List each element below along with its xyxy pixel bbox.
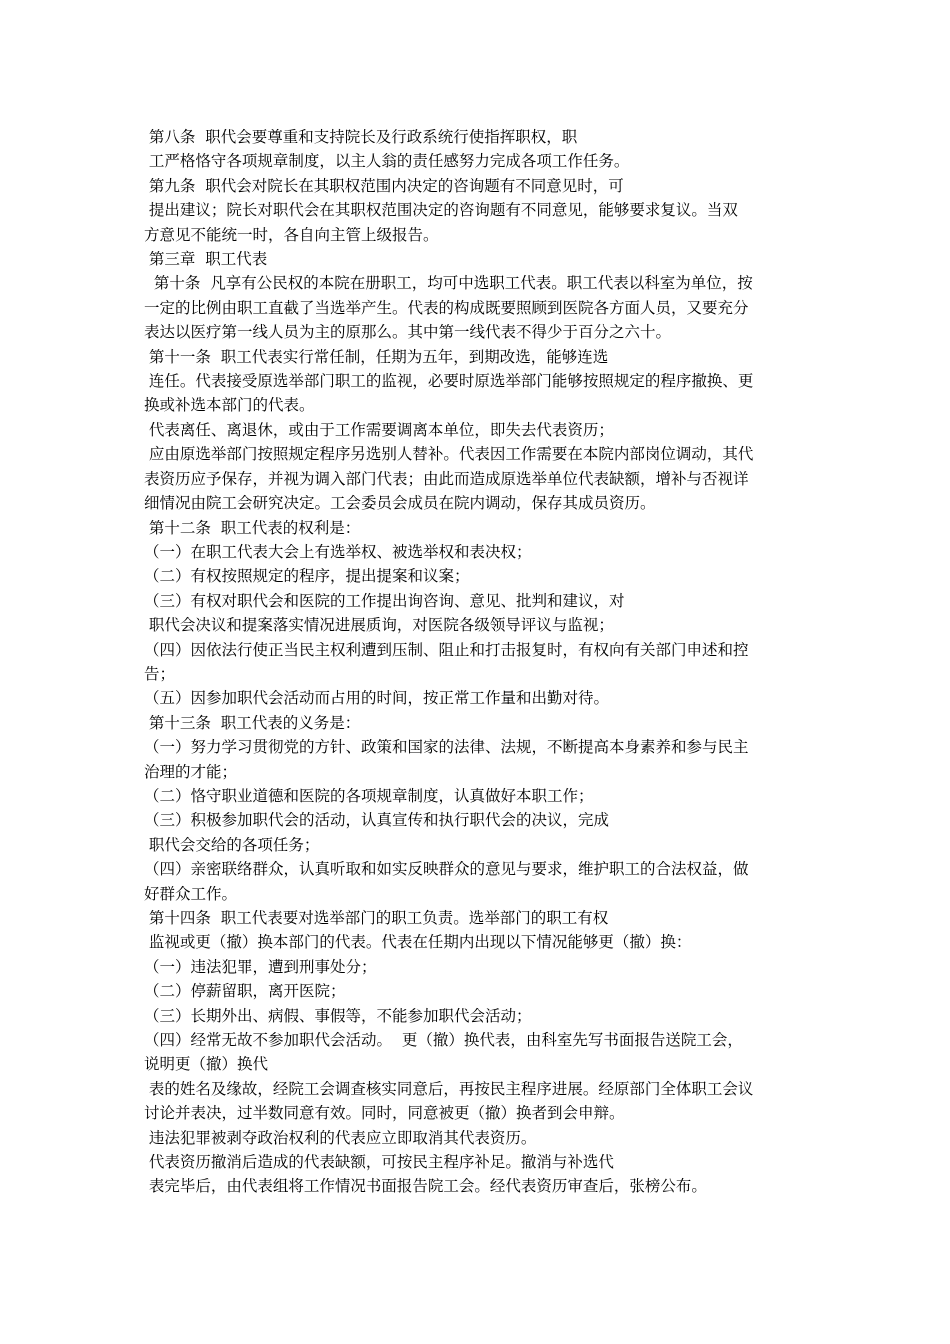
list-item: （一）违法犯罪，遭到刑事处分； (144, 957, 377, 976)
list-item: （三）长期外出、病假、事假等，不能参加职代会活动； (144, 1006, 532, 1025)
document-body (144, 125, 809, 1199)
text-line: 方意见不能统一时，各自向主管上级报告。 (144, 225, 439, 244)
list-item: （五）因参加职代会活动而占用的时间，按正常工作量和出勤对待。 (144, 689, 610, 708)
text-line: 讨论并表决，过半数同意有效。同时，同意被更（撤）换者到会申辩。 (144, 1104, 625, 1123)
text-line: 第十一条 职工代表实行常任制，任期为五年，到期改选，能够连选 (144, 347, 609, 366)
text-line: 连任。代表接受原选举部门职工的监视，必要时原选举部门能够按照规定的程序撤换、更 (144, 372, 754, 391)
text-line: 代表离任、离退休，或由于工作需要调离本单位，即失去代表资历； (144, 420, 614, 439)
list-item: （二）有权按照规定的程序，提出提案和议案； (144, 567, 470, 586)
text-line: 说明更（撤）换代 (144, 1055, 269, 1074)
text-line: 表的姓名及缘故，经院工会调查核实同意后，再按民主程序进展。经原部门全体职工会议 (144, 1079, 754, 1098)
list-item: （二）恪守职业道德和医院的各项规章制度，认真做好本职工作； (144, 786, 594, 805)
list-item: （一）在职工代表大会上有选举权、被选举权和表决权； (144, 542, 532, 561)
text-line: 换或补选本部门的代表。 (144, 396, 315, 415)
text-line: 代表资历撤消后造成的代表缺额，可按民主程序补足。撤消与补选代 (144, 1153, 614, 1172)
list-item: （三）积极参加职代会的活动，认真宣传和执行职代会的决议，完成 (144, 811, 610, 830)
text-line: 表资历应予保存，并视为调入部门代表；由此而造成原选举单位代表缺额，增补与否视详 (144, 469, 749, 488)
text-line: 治理的才能； (144, 762, 238, 781)
list-item: （四）经常无故不参加职代会活动。 更（撤）换代表，由科室先写书面报告送院工会， (144, 1031, 743, 1050)
text-line: 告； (144, 664, 176, 683)
list-item: （四）因依法行使正当民主权利遭到压制、阻止和打击报复时，有权向有关部门申述和控 (144, 640, 749, 659)
chapter-heading: 第三章 职工代表 (144, 250, 268, 269)
list-item: （二）停薪留职，离开医院； (144, 982, 346, 1001)
text-line: 第九条 职代会对院长在其职权范围内决定的咨询题有不同意见时，可 (144, 176, 624, 195)
text-line: 表达以医疗第一线人员为主的原那么。其中第一线代表不得少于百分之六十。 (144, 323, 672, 342)
text-line: 监视或更（撤）换本部门的代表。代表在任期内出现以下情况能够更（撤）换： (144, 933, 692, 952)
text-line: 工严格恪守各项规章制度，以主人翁的责任感努力完成各项工作任务。 (144, 152, 630, 171)
text-line: 第十三条 职工代表的义务是： (144, 713, 361, 732)
text-line: 好群众工作。 (144, 884, 238, 903)
list-item: （四）亲密联络群众，认真听取和如实反映群众的意见与要求，维护职工的合法权益，做 (144, 860, 749, 879)
text-line: 违法犯罪被剥夺政治权利的代表应立即取消其代表资历。 (144, 1128, 537, 1147)
text-line: 细情况由院工会研究决定。工会委员会成员在院内调动，保存其成员资历。 (144, 494, 656, 513)
text-line: 职代会决议和提案落实情况进展质询，对医院各级领导评议与监视； (144, 616, 614, 635)
text-line: 一定的比例由职工直截了当选举产生。代表的构成既要照顾到医院各方面人员，又要充分 (144, 298, 749, 317)
text-line: 表完毕后，由代表组将工作情况书面报告院工会。经代表资历审查后，张榜公布。 (144, 1177, 707, 1196)
text-line: 职代会交给的各项任务； (144, 835, 320, 854)
text-line: 第八条 职代会要尊重和支持院长及行政系统行使指挥职权，职 (144, 128, 578, 146)
list-item: （三）有权对职代会和医院的工作提出询咨询、意见、批判和建议，对 (144, 591, 625, 610)
text-line: 第十四条 职工代表要对选举部门的职工负责。选举部门的职工有权 (144, 909, 609, 927)
text-line: 提出建议；院长对职代会在其职权范围决定的咨询题有不同意见，能够要求复议。当双 (144, 201, 738, 220)
text-line: 第十条 凡享有公民权的本院在册职工，均可中选职工代表。职工代表以科室为单位，按 (144, 274, 753, 293)
text-line: 应由原选举部门按照规定程序另选别人替补。代表因工作需要在本院内部岗位调动，其代 (144, 445, 754, 464)
text-line: 第十二条 职工代表的权利是： (144, 518, 361, 537)
list-item: （一）努力学习贯彻党的方针、政策和国家的法律、法规，不断提高本身素养和参与民主 (144, 738, 749, 757)
